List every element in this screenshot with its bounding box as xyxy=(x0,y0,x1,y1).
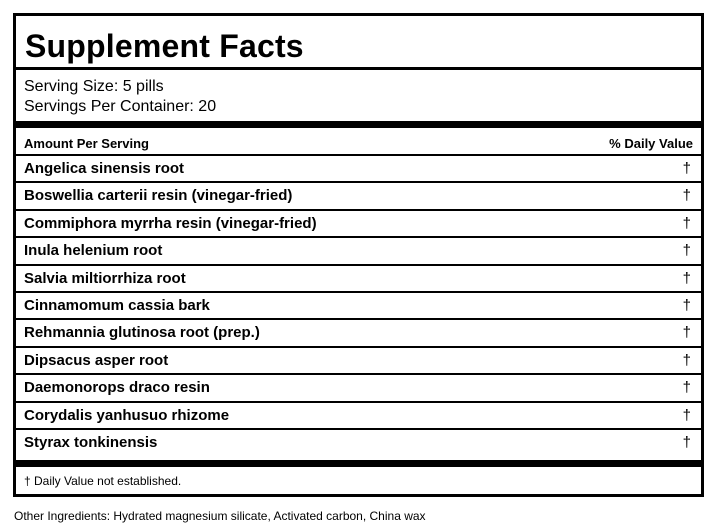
ingredient-row xyxy=(16,428,701,455)
ingredient-daily-value: † xyxy=(682,269,691,287)
thick-divider-bottom xyxy=(16,460,701,467)
panel-title: Supplement Facts xyxy=(25,28,304,64)
ingredient-daily-value: † xyxy=(682,433,691,451)
ingredient-daily-value: † xyxy=(682,242,691,260)
ingredient-row xyxy=(16,264,701,291)
ingredient-daily-value: † xyxy=(682,160,691,177)
divider xyxy=(16,67,701,70)
ingredient-name: Commiphora myrrha resin (vinegar-fried) xyxy=(24,214,317,232)
ingredient-daily-value: † xyxy=(682,406,691,424)
serving-size: Serving Size: 5 pills xyxy=(24,78,164,95)
ingredient-name: Angelica sinensis root xyxy=(24,160,185,177)
ingredient-row xyxy=(16,181,701,208)
ingredient-row xyxy=(16,373,701,400)
ingredient-daily-value: † xyxy=(682,187,691,205)
ingredient-daily-value: † xyxy=(682,379,691,397)
servings-per-container: Servings Per Container: 20 xyxy=(24,98,217,115)
ingredient-name: Dipsacus asper root xyxy=(24,351,169,369)
amount-per-serving-label: Amount Per Serving xyxy=(24,136,149,151)
column-header xyxy=(16,131,701,155)
ingredient-list xyxy=(16,154,701,455)
thick-divider xyxy=(16,121,701,128)
other-ingredients: Other Ingredients: Hydrated magnesium silicate, Activated carbon, China wax xyxy=(14,509,426,523)
ingredient-row xyxy=(16,154,701,181)
ingredient-name: Styrax tonkinensis xyxy=(24,433,158,451)
ingredient-name: Corydalis yanhusuo rhizome xyxy=(24,406,230,424)
ingredient-row xyxy=(16,401,701,428)
ingredient-row xyxy=(16,291,701,318)
supplement-facts-panel xyxy=(13,13,704,497)
ingredient-row xyxy=(16,346,701,373)
ingredient-daily-value: † xyxy=(682,324,691,342)
ingredient-name: Daemonorops draco resin xyxy=(24,379,210,397)
ingredient-name: Rehmannia glutinosa root (prep.) xyxy=(24,324,260,342)
ingredient-name: Salvia miltiorrhiza root xyxy=(24,269,186,287)
ingredient-name: Inula helenium root xyxy=(24,242,163,260)
ingredient-daily-value: † xyxy=(682,214,691,232)
footnote: † Daily Value not established. xyxy=(24,474,182,488)
ingredient-name: Boswellia carterii resin (vinegar-fried) xyxy=(24,187,293,205)
daily-value-label: % Daily Value xyxy=(609,136,693,151)
ingredient-row xyxy=(16,318,701,345)
ingredient-row xyxy=(16,209,701,236)
ingredient-row xyxy=(16,236,701,263)
ingredient-daily-value: † xyxy=(682,296,691,314)
ingredient-name: Cinnamomum cassia bark xyxy=(24,296,210,314)
ingredient-daily-value: † xyxy=(682,351,691,369)
